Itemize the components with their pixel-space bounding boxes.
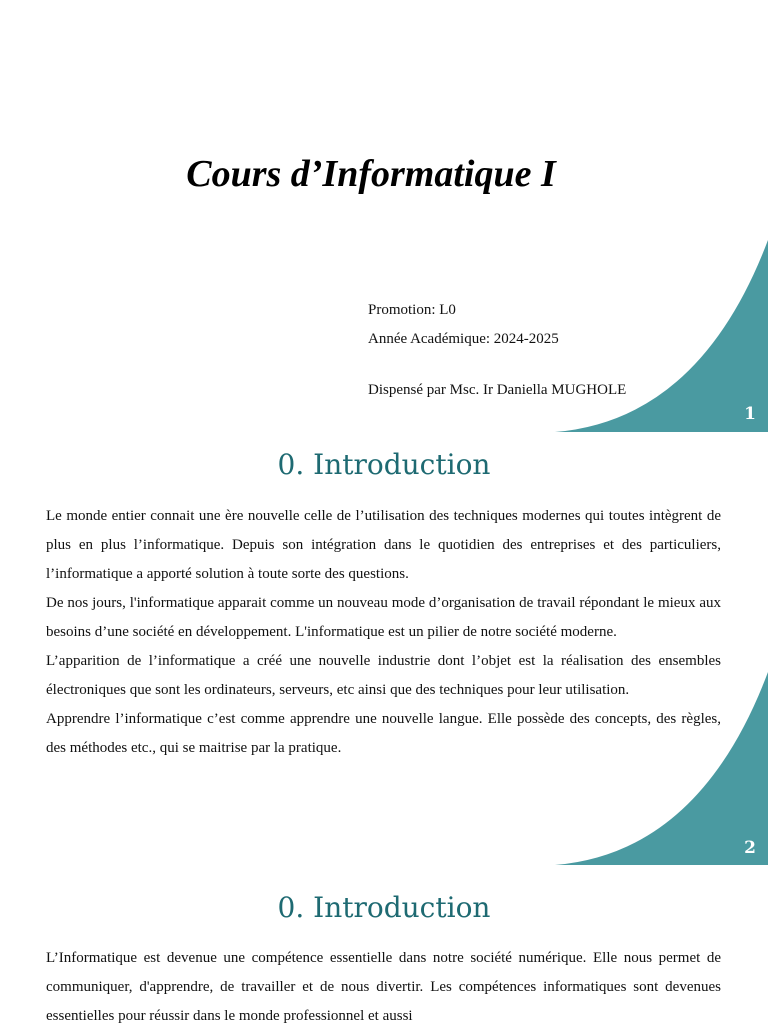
paragraph: Le monde entier connait une ère nouvelle celle de l’utilisation des techniques modernes qui toutes intègrent de plus en plus l’informatique. Depuis son intégration dans le quotidien des entreprises et des particuliers, l’informatique a apporté solution à toute sorte des questions. xyxy=(46,508,721,582)
academic-year-label: Année Académique: 2024-2025 xyxy=(368,331,559,347)
paragraph: De nos jours, l'informatique apparait comme un nouveau mode d’organisation de travail répondant le mieux aux besoins d’une société en développement. L'informatique est un pilier de notre société moderne. xyxy=(46,595,721,640)
paragraph: L’Informatique est devenue une compétence essentielle dans notre société numérique. Elle nous permet de communiquer, d'apprendre, de travailler et de nous divertir. Les compétences informatiques sont devenues essentielles pour réussir dans le monde professionnel et aussi xyxy=(46,950,721,1024)
teacher-label: Dispensé par Msc. Ir Daniella MUGHOLE xyxy=(368,382,627,398)
paragraph: Apprendre l’informatique c’est comme apprendre une nouvelle langue. Elle possède des concepts, des règles, des méthodes etc., qui se maitrise par la pratique. xyxy=(46,711,721,756)
promotion-label: Promotion: L0 xyxy=(368,302,456,318)
section-heading: 0. Introduction xyxy=(277,448,491,481)
body-text xyxy=(46,502,721,763)
section-heading: 0. Introduction xyxy=(277,891,491,924)
page-number: 1 xyxy=(744,404,756,424)
introduction-slide xyxy=(0,432,768,865)
title-slide xyxy=(0,0,768,432)
introduction-slide-continued xyxy=(0,865,768,1024)
corner-decoration xyxy=(0,0,768,432)
body-text xyxy=(46,944,721,1024)
paragraph: L’apparition de l’informatique a créé une nouvelle industrie dont l’objet est la réalisation des ensembles électroniques que sont les ordinateurs, serveurs, etc ainsi que des techniques pour leur utilisation. xyxy=(46,653,721,698)
corner-swoosh-shape xyxy=(555,240,768,432)
page-number: 2 xyxy=(744,838,756,858)
course-title: Cours d’Informatique I xyxy=(186,153,556,195)
